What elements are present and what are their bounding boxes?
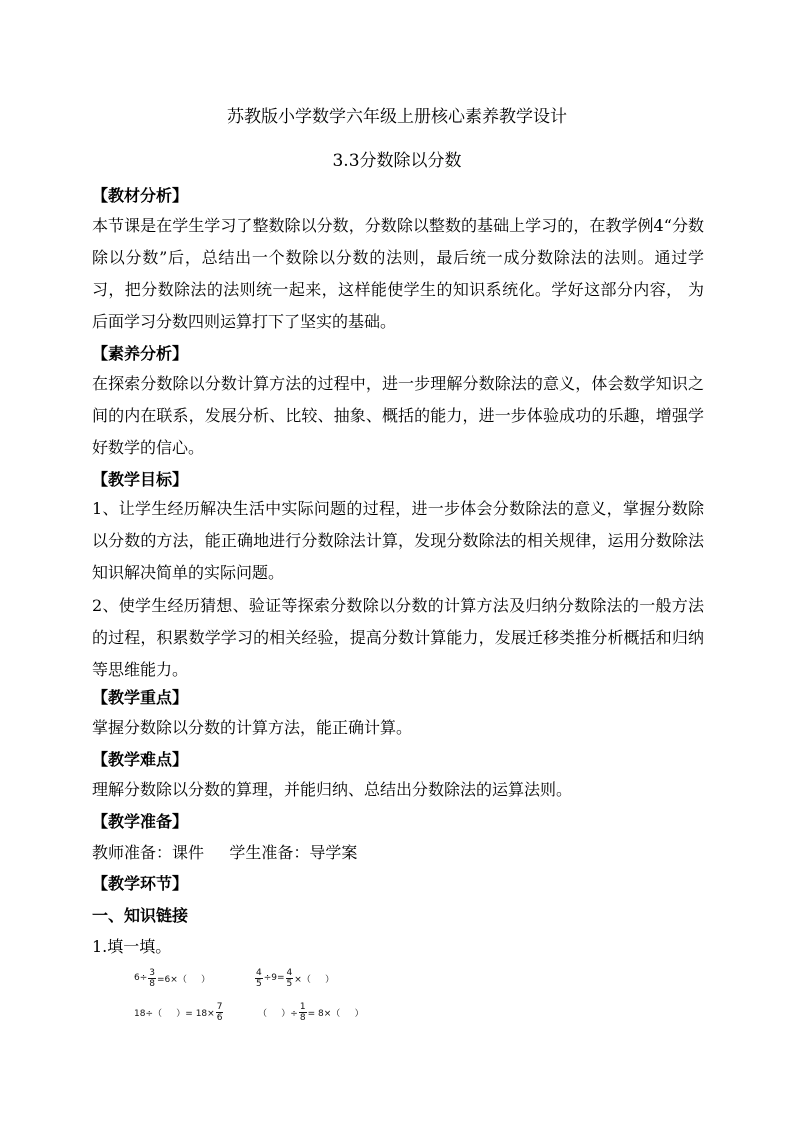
fraction-numerator: 3 (149, 967, 156, 978)
document-title: 苏教版小学数学六年级上册核心素养教学设计 (227, 107, 567, 127)
lesson-title: 3.3分数除以分数 (332, 151, 462, 171)
fraction-numerator: 7 (216, 1001, 223, 1012)
exercise-text: = 8×（ ） (307, 1008, 364, 1019)
exercise-2a (134, 997, 224, 1027)
fraction-denominator: 8 (299, 1012, 306, 1023)
objective-item-1: 1、让学生经历解决生活中实际问题的过程，进一步体会分数除法的意义，掌握分数除以分数的方法，能正确地进行分数除法计算，发现分数除法的相关规律，运用分数除法知识解决简单的实际问题。 (92, 499, 704, 582)
exercise-text: ÷9= (263, 973, 285, 983)
exercise-text: 6÷ (134, 973, 148, 983)
exercise-text: 18÷（ ）= 18× (134, 1008, 215, 1019)
fraction-denominator: 8 (149, 978, 156, 989)
heading-literacy-analysis: 【素养分析】 (92, 344, 189, 363)
fraction (255, 968, 263, 989)
heading-objectives: 【教学目标】 (92, 470, 189, 489)
exercise-2b (258, 997, 364, 1027)
fraction (286, 968, 294, 989)
fraction (148, 968, 156, 989)
part-1-title: 一、知识链接 (92, 906, 189, 925)
heading-textbook-analysis: 【教材分析】 (92, 186, 189, 205)
exercise-text: =6×（ ） (157, 974, 211, 985)
key-points-text: 掌握分数除以分数的计算方法，能正确计算。 (92, 718, 413, 737)
exercise-1a (134, 963, 210, 993)
preparation-text: 教师准备：课件 学生准备：导学案 (92, 843, 358, 862)
fraction (216, 1002, 224, 1023)
fraction-denominator: 5 (286, 978, 293, 989)
exercise-text: （ ）÷ (258, 1008, 298, 1019)
fraction-denominator: 5 (256, 978, 262, 989)
heading-preparation: 【教学准备】 (92, 812, 189, 831)
paragraph-textbook-analysis: 本节课是在学生学习了整数除以分数，分数除以整数的基础上学习的，在教学例4“分数除以分数”后，总结出一个数除以分数的法则，最后统一成分数除法的法则。通过学习，把分数除法的法则统一起来，这样能使学生的知识系统化。学好这部分内容， 为后面学习分数四则运算打下了坚实的基础。 (92, 216, 704, 331)
heading-difficulties: 【教学难点】 (92, 750, 189, 769)
fraction-numerator: 4 (256, 967, 262, 978)
exercise-text: ×（ ） (294, 974, 335, 985)
fraction (299, 1002, 307, 1023)
exercise-1b (254, 963, 334, 993)
heading-process: 【教学环节】 (92, 874, 189, 893)
objective-item-2: 2、使学生经历猜想、验证等探索分数除以分数的计算方法及归纳分数除法的一般方法的过程，积累数学学习的相关经验，提高分数计算能力，发展迁移类推分析概括和归纳等思维能力。 (92, 596, 704, 679)
fraction-denominator: 6 (216, 1012, 223, 1023)
task-1-title: 1.填一填。 (92, 937, 172, 956)
fraction-numerator: 1 (299, 1001, 306, 1012)
paragraph-literacy-analysis: 在探索分数除以分数计算方法的过程中，进一步理解分数除法的意义，体会数学知识之间的内在联系，发展分析、比较、抽象、概括的能力，进一步体验成功的乐趣，增强学好数学的信心。 (92, 374, 704, 457)
difficulties-text: 理解分数除以分数的算理，并能归纳、总结出分数除法的运算法则。 (92, 780, 573, 799)
fraction-numerator: 4 (286, 967, 293, 978)
heading-key-points: 【教学重点】 (92, 688, 189, 707)
